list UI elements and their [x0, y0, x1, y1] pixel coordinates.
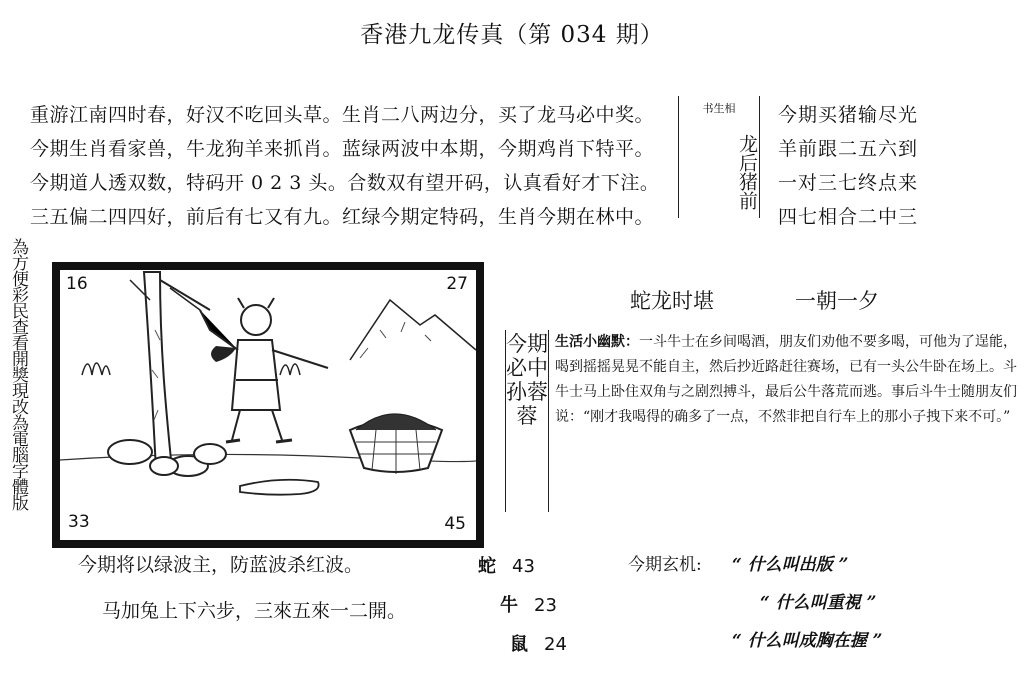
side-box-header: 书生相 [702, 102, 736, 115]
right-poem-line-1: 今期买猪输尽光 [778, 104, 919, 126]
riddle-line-1: “ 什么叫出版 ” [732, 555, 849, 575]
illustration-frame [52, 262, 484, 548]
zodiac-number: 23 [534, 595, 557, 616]
headline-left: 蛇龙时堪 [630, 289, 714, 313]
scene-number-bottom-right: 45 [444, 514, 466, 534]
riddle-label: 今期玄机: [628, 555, 702, 575]
poem-line-1: 重游江南四时春，好汉不吃回头草。生肖二八两边分，买了龙马必中奖。 [30, 104, 655, 126]
zodiac-item-rat [510, 630, 567, 656]
poem-line-4: 三五偏二四四好，前后有七又有九。红绿今期定特码，生肖今期在林中。 [30, 206, 655, 228]
right-poem-line-4: 四七相合二中三 [778, 206, 919, 228]
page-title: 香港九龙传真（第 034 期） [360, 22, 664, 48]
riddle-line-2: “ 什么叫重視 ” [760, 593, 877, 613]
left-vertical-notice: 為方便彩民查看開獎現改為電腦字體版 [8, 238, 28, 510]
side-box [678, 96, 760, 218]
poem-line-3: 今期道人透双数，特码开 0 2 3 头。合数双有望开码，认真看好才下注。 [30, 172, 660, 194]
right-poem-line-3: 一对三七终点来 [778, 172, 919, 194]
humor-text: 一斗牛士在乡间喝酒，朋友们劝他不要多喝，可他为了逞能，喝到摇摇晃晃不能自主，然后抄近路赶往赛场，已有一头公牛卧在场上。斗牛士马上卧住双角与之剧烈搏斗，最后公牛落荒而逃。事后斗牛士随朋友们说：“刚才我喝得的确多了一点，不然非把自行车上的那小子拽下来不可。” [555, 334, 1017, 425]
riddle-line-3: “ 什么叫成胸在握 ” [732, 631, 883, 651]
humor-paragraph [555, 330, 1017, 430]
bottom-line-1: 今期将以绿波主，防蓝波杀红波。 [78, 554, 364, 576]
zodiac-number: 24 [544, 634, 567, 655]
must-win-text: 今期必中 孙蓉蓉 [506, 332, 548, 428]
zodiac-item-snake [478, 552, 535, 578]
right-poem-line-2: 羊前跟二五六到 [778, 138, 919, 160]
zodiac-name: 牛 [500, 595, 518, 616]
illustration-scene [60, 270, 476, 540]
scene-number-top-right: 27 [446, 274, 468, 294]
zodiac-item-ox [500, 591, 557, 617]
headline-right: 一朝一夕 [795, 289, 879, 313]
must-win-box [505, 330, 549, 512]
zodiac-name: 鼠 [510, 634, 528, 655]
zodiac-number: 43 [512, 556, 535, 577]
bottom-line-2: 马加兔上下六步，三來五來一二開。 [102, 600, 407, 622]
scene-number-bottom-left: 33 [68, 512, 90, 532]
scene-number-top-left: 16 [66, 274, 88, 294]
poem-line-2: 今期生肖看家兽，牛龙狗羊来抓肖。蓝绿两波中本期，今期鸡肖下特平。 [30, 138, 655, 160]
side-box-chars: 龙后猪前 [736, 134, 758, 210]
zodiac-name: 蛇 [478, 556, 496, 577]
humor-label: 生活小幽默： [555, 334, 639, 350]
